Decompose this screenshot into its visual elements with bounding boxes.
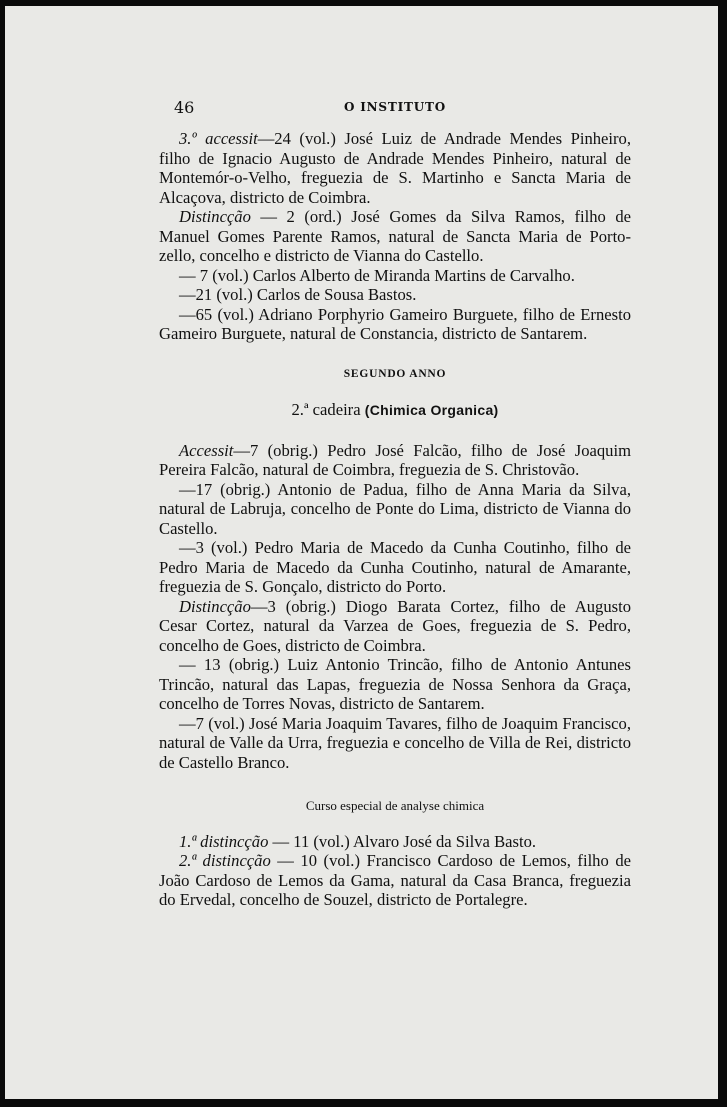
entry-lead: Distincção <box>179 207 251 226</box>
entry-paragraph <box>159 597 631 656</box>
entry-paragraph <box>159 266 631 286</box>
entry-text: — 11 (vol.) Alvaro José da Silva Basto. <box>268 831 537 851</box>
entry-lead: Accessit <box>179 440 234 460</box>
section-heading: SEGUNDO ANNO <box>343 367 447 380</box>
entry-text: —17 (obrig.) Antonio de Padua, filho de Anna Maria da Silva, natural de Labruja, concelho de Ponte do Lima, districto de Vianna do Castello. <box>159 479 631 538</box>
entry-paragraph <box>159 285 631 305</box>
entry-text: — 7 (vol.) Carlos Alberto de Miranda Martins de Carvalho. <box>179 265 575 285</box>
entry-paragraph <box>159 538 631 597</box>
entry-paragraph <box>159 480 631 539</box>
entry-text: —7 (vol.) José Maria Joaquim Tavares, filho de Joaquim Francisco, natural de Valle da Urra, freguezia e concelho de Villa de Rei, districto de Castello Branco. <box>159 713 631 772</box>
entry-lead: 3.º accessit <box>179 129 258 148</box>
entry-paragraph <box>159 305 631 344</box>
entry-text: —65 (vol.) Adriano Porphyrio Gameiro Burguete, filho de Ernesto Gameiro Burguete, natural de Constancia, districto de Santarem. <box>159 304 631 343</box>
section-heading: Curso especial de analyse chimica <box>305 798 485 813</box>
running-header <box>174 98 634 118</box>
entry-lead: Distincção <box>179 596 251 616</box>
page-body <box>159 129 631 910</box>
entry-text: — 13 (obrig.) Luiz Antonio Trincão, filho de Antonio Antunes Trincão, natural das Lapas, freguezia de Nossa Senhora da Graça, concelho de Torres Novas, districto de Santarem. <box>159 655 631 713</box>
entry-paragraph <box>159 832 631 852</box>
page-number: 46 <box>174 98 195 117</box>
entry-text: —24 (vol.) José Luiz de Andrade Mendes Pinheiro, filho de Ignacio Augusto de Andrade Mendes Pinheiro, natural de Montemór-o-Velho, freguezia de S. Martinho e Sancta Maria de Alcaçova, districto de Coimbra. <box>159 129 631 207</box>
entry-lead: 1.ª distincção <box>179 831 269 851</box>
entry-paragraph <box>159 129 631 207</box>
cadeira-prefix: 2.ª cadeira <box>291 400 361 419</box>
entry-paragraph <box>159 655 631 714</box>
entry-paragraph <box>159 441 631 480</box>
cadeira-heading <box>159 400 631 421</box>
cadeira-name: (Chimica Organica) <box>364 402 499 418</box>
entry-text: —3 (obrig.) Diogo Barata Cortez, filho de Augusto Cesar Cortez, natural da Varzea de Goes, freguezia de S. Pedro, concelho de Goes, districto de Coimbra. <box>159 596 631 655</box>
entry-paragraph <box>159 714 631 773</box>
running-title: O INSTITUTO <box>344 100 446 114</box>
entry-lead: 2.ª distincção <box>179 851 271 870</box>
entry-paragraph <box>159 851 631 910</box>
entry-text: — 10 (vol.) Francisco Cardoso de Lemos, filho de João Cardoso de Lemos da Gama, natural da Casa Branca, freguezia do Ervedal, concelho de Souzel, districto de Portalegre. <box>159 851 631 909</box>
entry-text: —3 (vol.) Pedro Maria de Macedo da Cunha Coutinho, filho de Pedro Maria de Macedo da Cunha Coutinho, natural de Amarante, freguezia de S. Gonçalo, districto do Porto. <box>159 538 631 596</box>
page <box>5 6 718 1099</box>
entry-text: — 2 (ord.) José Gomes da Silva Ramos, filho de Manuel Gomes Parente Ramos, natural de Sancta Maria de Porto-zello, concelho e districto de Vianna do Castello. <box>159 207 631 265</box>
entry-paragraph <box>159 207 631 266</box>
entry-text: —21 (vol.) Carlos de Sousa Bastos. <box>179 285 417 304</box>
entry-text: —7 (obrig.) Pedro José Falcão, filho de José Joaquim Pereira Falcão, natural de Coimbra, freguezia de S. Christovão. <box>159 440 631 479</box>
